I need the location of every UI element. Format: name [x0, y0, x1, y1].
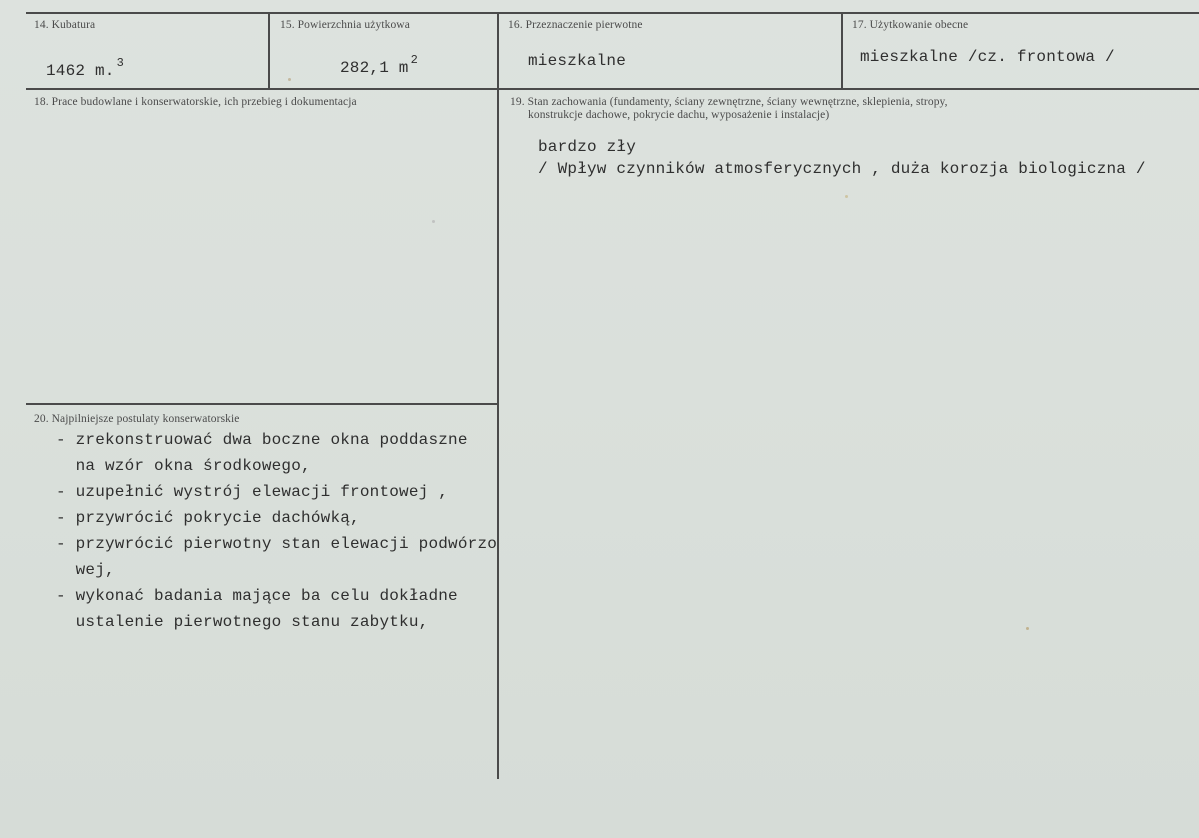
- field-15-value: [340, 53, 418, 77]
- paper-speck: [845, 195, 848, 198]
- field-14-label: 14. Kubatura: [34, 19, 96, 31]
- field-15-value-text: 282,1 m: [340, 59, 409, 77]
- paper-speck: [288, 78, 291, 81]
- field-20-line-8: ustalenie pierwotnego stanu zabytku,: [56, 613, 429, 631]
- row-divider-line: [26, 88, 1199, 90]
- field-20-line-2: na wzór okna środkowego,: [56, 457, 311, 475]
- field-19-label-line-2: konstrukcje dachowe, pokrycie dachu, wyposażenie i instalacje): [528, 109, 830, 121]
- field-15-label: 15. Powierzchnia użytkowa: [280, 19, 410, 31]
- top-border-line: [26, 12, 1199, 14]
- field-20-line-3: - uzupełnić wystrój elewacji frontowej ,: [56, 483, 449, 501]
- field-14-value: [46, 56, 124, 80]
- field-19-line-1: bardzo zły: [538, 138, 637, 156]
- column-divider-16: [497, 12, 499, 779]
- paper-speck: [432, 220, 435, 223]
- field-20-line-6: wej,: [56, 561, 115, 579]
- field-14-value-exponent: 3: [116, 56, 125, 70]
- column-divider-17: [841, 12, 843, 89]
- paper-speck: [1026, 627, 1029, 630]
- field-17-value: mieszkalne /cz. frontowa /: [860, 48, 1115, 66]
- field-19-line-2: / Wpływ czynników atmosferycznych , duża korozja biologiczna /: [538, 160, 1146, 178]
- field-15-value-exponent: 2: [410, 53, 419, 67]
- field-20-line-5: - przywrócić pierwotny stan elewacji podwórzo: [56, 535, 498, 553]
- field-19-label-line-1: 19. Stan zachowania (fundamenty, ściany zewnętrzne, ściany wewnętrzne, sklepienia, stropy,: [510, 96, 948, 108]
- field-16-label: 16. Przeznaczenie pierwotne: [508, 19, 643, 31]
- field-20-line-1: - zrekonstruować dwa boczne okna poddaszne: [56, 431, 468, 449]
- field-20-line-4: - przywrócić pokrycie dachówką,: [56, 509, 360, 527]
- field-17-label: 17. Użytkowanie obecne: [852, 19, 969, 31]
- section-divider-line: [26, 403, 498, 405]
- field-16-value: mieszkalne: [528, 52, 627, 70]
- field-20-label: 20. Najpilniejsze postulaty konserwatorskie: [34, 413, 240, 425]
- field-20-line-7: - wykonać badania mające ba celu dokładne: [56, 587, 458, 605]
- field-18-label: 18. Prace budowlane i konserwatorskie, ich przebieg i dokumentacja: [34, 96, 357, 108]
- column-divider-15: [268, 12, 270, 89]
- field-14-value-text: 1462 m.: [46, 62, 115, 80]
